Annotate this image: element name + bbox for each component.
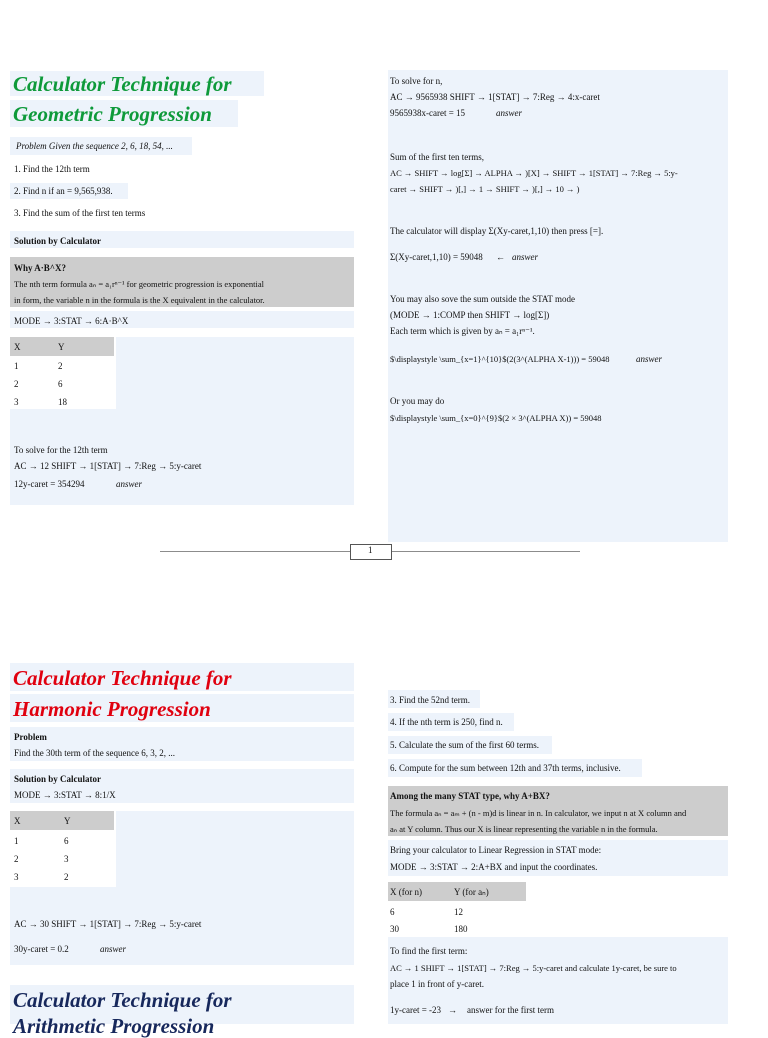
gp-table-cell: 18 bbox=[58, 397, 67, 407]
hp-solution-heading: Solution by Calculator bbox=[14, 774, 102, 784]
gp-display-answer: answer bbox=[512, 252, 539, 262]
gp-or-text: Or you may do bbox=[390, 396, 445, 406]
page-1-number: 1 bbox=[368, 545, 373, 555]
gp-result-n: 9565938x-caret = 15 bbox=[390, 108, 466, 118]
gp-formula-2: $\displaystyle \sum_{x=0}^{9}$(2 × 3^(ALPHA X)) = 59048 bbox=[390, 413, 602, 423]
gp-title-line1: Calculator Technique for bbox=[13, 72, 232, 96]
gp-result-12th: 12y-caret = 354294 bbox=[14, 479, 85, 489]
ap-among-text-1: The formula aₙ = aₘ + (n - m)d is linear in n. In calculator, we input n at X column and bbox=[390, 808, 687, 818]
ap-first-arrow: → bbox=[448, 1005, 457, 1015]
gp-formula-1-answer: answer bbox=[636, 354, 663, 364]
gp-table-header-x: X bbox=[14, 342, 21, 352]
hp-problem-text: Find the 30th term of the sequence 6, 3, 2, ... bbox=[14, 748, 175, 758]
hp-result-30: 30y-caret = 0.2 bbox=[14, 944, 69, 954]
ap-question-5: 5. Calculate the sum of the first 60 terms. bbox=[390, 740, 539, 750]
gp-display-result: Σ(Xy-caret,1,10) = 59048 bbox=[390, 252, 483, 262]
gp-why-text-2: in form, the variable n in the formula is the X equivalent in the calculator. bbox=[14, 295, 265, 305]
hp-table-cell: 2 bbox=[64, 872, 69, 882]
hp-mode-line: MODE → 3:STAT → 8:1/X bbox=[14, 790, 116, 800]
gp-sum-seq-2: caret → SHIFT → )[,] → 1 → SHIFT → )[,] → 10 → ) bbox=[390, 184, 580, 194]
gp-table-cell: 6 bbox=[58, 379, 63, 389]
gp-question-2: 2. Find n if an = 9,565,938. bbox=[14, 186, 113, 196]
hp-answer-30: answer bbox=[100, 944, 127, 954]
hp-table-side-fill bbox=[116, 811, 354, 887]
gp-question-3: 3. Find the sum of the first ten terms bbox=[14, 208, 146, 218]
gp-question-1: 1. Find the 12th term bbox=[14, 164, 90, 174]
ap-question-6: 6. Compute for the sum between 12th and 37th terms, inclusive. bbox=[390, 763, 621, 773]
ap-bring-1: Bring your calculator to Linear Regression in STAT mode: bbox=[390, 845, 602, 855]
ap-first-answer: answer for the first term bbox=[467, 1005, 554, 1015]
gp-title-line2: Geometric Progression bbox=[13, 102, 212, 126]
gp-right-column-box bbox=[388, 70, 728, 542]
gp-solution-heading: Solution by Calculator bbox=[14, 236, 102, 246]
ap-first-result: 1y-caret = -23 bbox=[390, 1005, 442, 1015]
hp-problem-heading: Problem bbox=[14, 732, 47, 742]
gp-table-header-y: Y bbox=[58, 342, 65, 352]
ap-bring-2: MODE → 3:STAT → 2:A+BX and input the coordinates. bbox=[390, 862, 598, 872]
gp-answer-n: answer bbox=[496, 108, 523, 118]
gp-outside-1: You may also sove the sum outside the STAT mode bbox=[390, 294, 575, 304]
gp-12th-box bbox=[10, 409, 354, 505]
gp-why-heading: Why A·B^X? bbox=[14, 263, 66, 273]
gp-sum-heading: Sum of the first ten terms, bbox=[390, 152, 484, 162]
gp-sum-seq-1: AC → SHIFT → log[Σ] → ALPHA → )[X] → SHIFT → 1[STAT] → 7:Reg → 5:y- bbox=[390, 168, 678, 178]
gp-formula-1: $\displaystyle \sum_{x=1}^{10}$(2(3^(ALPHA X-1))) = 59048 bbox=[390, 354, 610, 364]
gp-why-text-1: The nth term formula aₙ = a₁rⁿ⁻¹ for geometric progression is exponential bbox=[14, 279, 265, 289]
gp-seq-12th: AC → 12 SHIFT → 1[STAT] → 7:Reg → 5:y-caret bbox=[14, 461, 202, 471]
ap-table-header-y: Y (for aₙ) bbox=[454, 887, 489, 897]
ap-title-line1: Calculator Technique for bbox=[13, 988, 232, 1012]
hp-table-cell: 3 bbox=[64, 854, 69, 864]
hp-title-line1: Calculator Technique for bbox=[13, 666, 232, 690]
hp-table-cell: 6 bbox=[64, 836, 69, 846]
gp-answer-12th: answer bbox=[116, 479, 143, 489]
gp-solve-n: To solve for n, bbox=[390, 76, 443, 86]
gp-table-cell: 2 bbox=[14, 379, 19, 389]
ap-among-heading: Among the many STAT type, why A+BX? bbox=[390, 791, 550, 801]
gp-table-side-fill bbox=[116, 337, 354, 409]
hp-table-cell: 1 bbox=[14, 836, 19, 846]
hp-seq-30: AC → 30 SHIFT → 1[STAT] → 7:Reg → 5:y-caret bbox=[14, 919, 202, 929]
ap-table-cell: 6 bbox=[390, 907, 395, 917]
gp-display-text: The calculator will display Σ(Xy-caret,1,10) then press [=]. bbox=[390, 226, 604, 236]
ap-table-header-x: X (for n) bbox=[390, 887, 422, 897]
ap-table-cell: 30 bbox=[390, 924, 399, 934]
hp-table-header-y: Y bbox=[64, 816, 71, 826]
gp-outside-3: Each term which is given by aₙ = a₁rⁿ⁻¹. bbox=[390, 326, 535, 336]
gp-problem-intro: Problem Given the sequence 2, 6, 18, 54, ... bbox=[16, 141, 173, 151]
gp-table-cell: 2 bbox=[58, 361, 63, 371]
ap-table-cell: 180 bbox=[454, 924, 468, 934]
gp-outside-2: (MODE → 1:COMP then SHIFT → log[Σ]) bbox=[390, 310, 550, 320]
ap-question-4: 4. If the nth term is 250, find n. bbox=[390, 717, 503, 727]
ap-table-cell: 12 bbox=[454, 907, 463, 917]
gp-table-cell: 3 bbox=[14, 397, 19, 407]
ap-first-1: To find the first term: bbox=[390, 946, 468, 956]
gp-display-arrow: ← bbox=[496, 252, 505, 262]
ap-question-3: 3. Find the 52nd term. bbox=[390, 695, 470, 705]
ap-among-text-2: aₙ at Y column. Thus our X is linear representing the variable n in the formula. bbox=[390, 824, 658, 834]
ap-first-3: place 1 in front of y-caret. bbox=[390, 979, 484, 989]
gp-solve-12th: To solve for the 12th term bbox=[14, 445, 108, 455]
hp-table-cell: 3 bbox=[14, 872, 19, 882]
gp-table-cell: 1 bbox=[14, 361, 19, 371]
gp-mode-line: MODE → 3:STAT → 6:A·B^X bbox=[14, 316, 129, 326]
gp-seq-n: AC → 9565938 SHIFT → 1[STAT] → 7:Reg → 4:x-caret bbox=[390, 92, 600, 102]
hp-table-header-x: X bbox=[14, 816, 21, 826]
hp-title-line2: Harmonic Progression bbox=[13, 697, 211, 721]
ap-title-line2: Arithmetic Progression bbox=[13, 1014, 215, 1038]
hp-table-cell: 2 bbox=[14, 854, 19, 864]
ap-first-2: AC → 1 SHIFT → 1[STAT] → 7:Reg → 5:y-caret and calculate 1y-caret, be sure to bbox=[390, 963, 677, 973]
